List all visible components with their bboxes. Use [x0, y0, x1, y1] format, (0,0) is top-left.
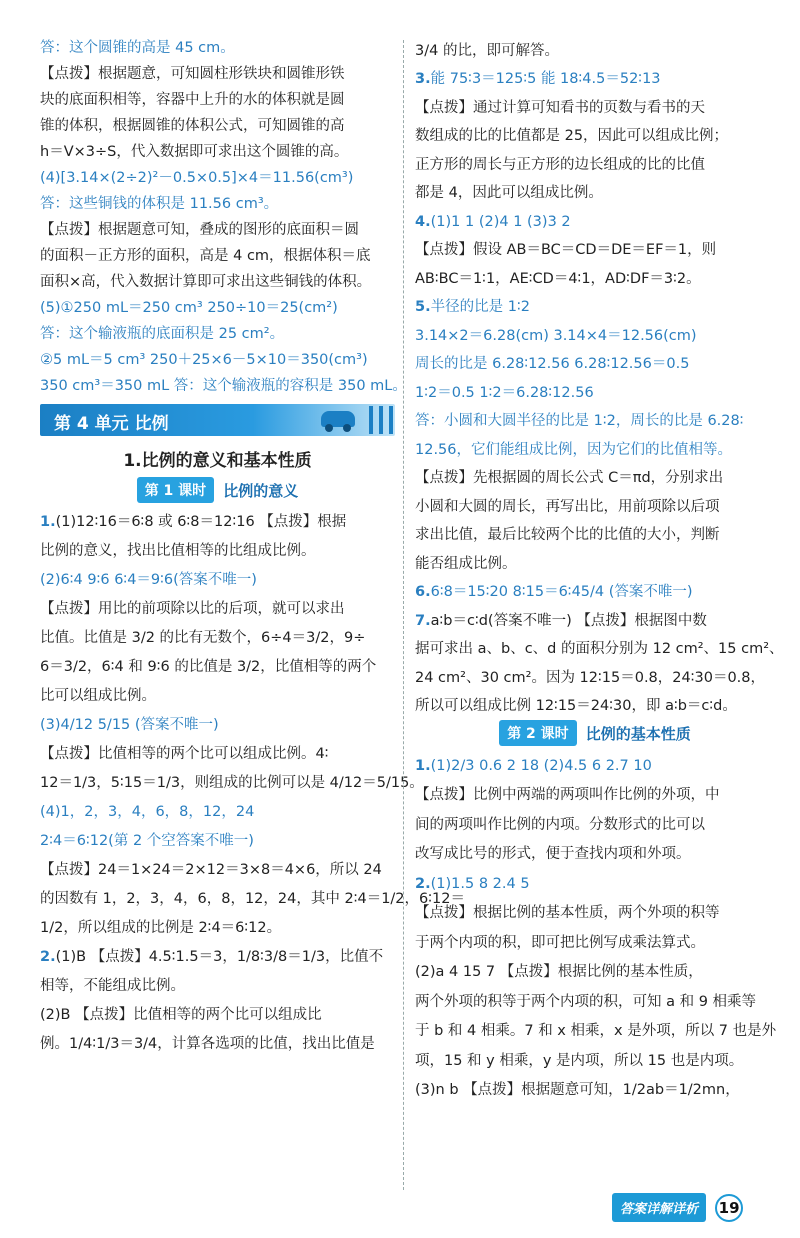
- text-line: [415, 497, 775, 517]
- line-text: (3)4/12 5/15 (答案不唯一): [40, 717, 219, 733]
- right-answers-block: [415, 756, 775, 1101]
- text-line: [40, 831, 395, 851]
- lesson-heading-1: [40, 477, 395, 503]
- question-number: 2.: [415, 875, 431, 892]
- text-line: [40, 918, 395, 938]
- column-divider: [403, 40, 404, 1190]
- line-text: ②5 mL＝5 cm³ 250＋25×6－5×10＝350(cm³): [40, 352, 368, 368]
- text-line: [40, 38, 395, 58]
- text-line: [415, 554, 775, 574]
- text-line: [415, 240, 775, 260]
- text-line: [415, 639, 784, 659]
- text-line: [40, 350, 395, 370]
- line-text: (1)2/3 0.6 2 18 (2)4.5 6 2.7 10: [430, 757, 652, 774]
- text-line: [40, 298, 395, 318]
- line-text: 1∶2＝0.5 1∶2＝6.28∶12.56: [415, 384, 594, 401]
- line-text: 答：这些铜钱的体积是 11.56 cm³。: [40, 196, 279, 212]
- lesson-badge: 第 1 课时: [137, 477, 215, 503]
- text-line: [40, 541, 395, 561]
- line-text: 数组成的比的比值都是 25，因此可以组成比例；: [415, 128, 729, 144]
- line-text: 【点拨】先根据圆的周长公式 C＝πd，分别求出: [415, 470, 724, 486]
- text-line: [415, 354, 775, 374]
- text-line: [40, 628, 395, 648]
- line-text: (2)a 4 15 7 【点拨】根据比例的基本性质，: [415, 964, 703, 980]
- line-text: 3.14×2＝6.28(cm) 3.14×4＝12.56(cm): [415, 327, 697, 344]
- text-line: [40, 168, 395, 188]
- line-text: 周长的比是 6.28∶12.56 6.28∶12.56＝0.5: [415, 356, 690, 372]
- text-line: [415, 155, 775, 175]
- line-text: 比例的意义，找出比值相等的比组成比例。: [40, 543, 316, 559]
- text-line: [40, 1005, 395, 1025]
- text-line: [415, 69, 775, 89]
- text-line: [415, 696, 775, 716]
- line-text: 相等，不能组成比例。: [40, 978, 185, 994]
- text-line: [415, 874, 775, 894]
- text-line: [40, 976, 395, 996]
- footer-label: 答案详解详析: [612, 1193, 706, 1222]
- car-icon: [321, 411, 355, 427]
- text-line: [40, 686, 395, 706]
- text-line: [415, 903, 775, 923]
- text-line: [415, 1051, 775, 1071]
- text-line: [415, 326, 775, 346]
- text-line: [415, 269, 775, 289]
- line-text: AB∶BC＝1∶1，AE∶CD＝4∶1，AD∶DF＝3∶2。: [415, 270, 701, 287]
- text-line: [415, 756, 775, 776]
- line-text: (1)1.5 8 2.4 5: [430, 875, 530, 892]
- unit-banner: [40, 404, 395, 436]
- line-text: (4)1，2，3，4，6，8，12，24: [40, 804, 255, 820]
- line-text: 【点拨】根据比例的基本性质，两个外项的积等: [415, 905, 720, 921]
- text-line: [40, 715, 395, 735]
- text-line: [40, 744, 395, 764]
- line-text: (2)B 【点拨】比值相等的两个比可以组成比: [40, 1007, 322, 1023]
- text-line: [415, 933, 775, 953]
- line-text: 【点拨】根据题意可知，叠成的图形的底面积＝圆: [40, 222, 359, 238]
- line-text: 2∶4＝6∶12(第 2 个空答案不唯一): [40, 833, 254, 849]
- text-line: [40, 657, 395, 677]
- line-text: 半径的比是 1∶2: [430, 299, 530, 315]
- text-line: [415, 525, 775, 545]
- line-text: (4)[3.14×(2÷2)²－0.5×0.5]×4＝11.56(cm³): [40, 170, 354, 186]
- question-number: 3.: [415, 71, 431, 87]
- text-line: [40, 947, 395, 967]
- left-answers-block: [40, 512, 465, 1054]
- text-line: [40, 246, 395, 266]
- text-line: [40, 570, 395, 590]
- question-number: 4.: [415, 213, 431, 230]
- line-text: (5)①250 mL＝250 cm³ 250÷10＝25(cm²): [40, 300, 338, 316]
- lesson-heading-2: [415, 720, 775, 746]
- text-line: [415, 411, 775, 431]
- line-text: 面积×高，代入数据计算即可求出这些铜钱的体积。: [40, 274, 372, 290]
- banner-stripe: [369, 406, 373, 434]
- question-number: 2.: [40, 949, 56, 965]
- line-text: 于 b 和 4 相乘。7 和 x 相乘，x 是外项，所以 7 也是外: [415, 1023, 777, 1039]
- line-text: 答：这个圆锥的高是 45 cm。: [40, 40, 235, 56]
- right-column: [415, 32, 784, 1100]
- banner-stripe: [389, 406, 393, 434]
- text-line: [40, 324, 395, 344]
- text-line: [40, 599, 395, 619]
- text-line: [415, 440, 775, 460]
- lesson-badge: 第 2 课时: [499, 720, 577, 746]
- text-line: [415, 992, 775, 1012]
- line-text: 于两个内项的积，即可把比例写成乘法算式。: [415, 934, 705, 951]
- unit-title: 第 4 单元 比例: [54, 414, 169, 434]
- text-line: [415, 98, 775, 118]
- line-text: 【点拨】通过计算可知看书的页数与看书的天: [415, 99, 705, 116]
- line-text: 1/2，所以组成的比例是 2∶4＝6∶12。: [40, 920, 282, 936]
- text-line: [40, 272, 395, 292]
- question-number: 6.: [415, 584, 431, 600]
- line-text: 能 75∶3＝125∶5 能 18∶4.5＝52∶13: [430, 71, 661, 87]
- line-text: 能否组成比例。: [415, 555, 517, 572]
- text-line: [415, 1021, 775, 1041]
- line-text: 两个外项的积等于两个内项的积，可知 a 和 9 相乘等: [415, 993, 757, 1010]
- text-line: [415, 815, 775, 835]
- line-text: 求出比值，最后比较两个比的比值的大小，判断: [415, 527, 720, 543]
- line-text: 6∶8＝15∶20 8∶15＝6∶45/4 (答案不唯一): [430, 584, 693, 600]
- line-text: 比可以组成比例。: [40, 688, 156, 704]
- text-line: [415, 611, 775, 631]
- text-line: [40, 116, 395, 136]
- text-line: [40, 64, 395, 84]
- line-text: 3/4 的比，即可解答。: [415, 42, 559, 59]
- text-line: [40, 860, 395, 880]
- text-line: [40, 220, 395, 240]
- text-line: [415, 962, 775, 982]
- lesson-name: 比例的意义: [223, 481, 299, 500]
- line-text: 改写成比号的形式，便于查找内项和外项。: [415, 846, 691, 862]
- text-line: [415, 183, 775, 203]
- lesson-name: 比例的基本性质: [585, 724, 691, 743]
- line-text: a∶b＝c∶d(答案不唯一) 【点拨】根据图中数: [430, 612, 707, 629]
- line-text: 据可求出 a、b、c、d 的面积分别为 12 cm²、15 cm²、: [415, 641, 784, 657]
- section-title: 1.比例的意义和基本性质: [123, 451, 312, 471]
- right-text-block: [415, 41, 784, 717]
- text-line: [415, 582, 775, 602]
- line-text: 12.56，它们能组成比例，因为它们的比值相等。: [415, 441, 733, 458]
- line-text: h＝V×3÷S，代入数据即可求出这个圆锥的高。: [40, 144, 349, 160]
- line-text: (1)12∶16＝6∶8 或 6∶8＝12∶16 【点拨】根据: [55, 514, 347, 530]
- line-text: 【点拨】比值相等的两个比可以组成比例。4∶: [40, 746, 329, 762]
- question-number: 5.: [415, 299, 431, 315]
- text-line: [415, 41, 775, 61]
- line-text: 小圆和大圆的周长，再写出比，用前项除以后项: [415, 498, 720, 515]
- text-line: [40, 194, 395, 214]
- text-line: [40, 1034, 395, 1054]
- text-line: [40, 90, 395, 110]
- left-column: [40, 32, 465, 1054]
- text-line: [415, 297, 775, 317]
- question-number: 7.: [415, 612, 431, 629]
- page-number: 19: [715, 1194, 743, 1222]
- text-line: [415, 844, 775, 864]
- line-text: 答：这个输液瓶的底面积是 25 cm²。: [40, 326, 285, 342]
- line-text: 所以可以组成比例 12∶15＝24∶30，即 a∶b＝c∶d。: [415, 698, 737, 714]
- text-line: [415, 785, 775, 805]
- line-text: (1)1 1 (2)4 1 (3)3 2: [430, 213, 571, 230]
- line-text: 都是 4，因此可以组成比例。: [415, 185, 603, 201]
- line-text: (3)n b 【点拨】根据题意可知，1/2ab＝1/2mn，: [415, 1082, 740, 1098]
- line-text: 12＝1/3，5∶15＝1/3，则组成的比例可以是 4/12＝5/15。: [40, 775, 424, 791]
- line-text: 比值。比值是 3/2 的比有无数个，6÷4＝3/2，9÷: [40, 630, 366, 646]
- text-line: [40, 773, 424, 793]
- line-text: 24 cm²、30 cm²。因为 12∶15＝0.8，24∶30＝0.8，: [415, 669, 766, 686]
- line-text: 【点拨】24＝1×24＝2×12＝3×8＝4×6，所以 24: [40, 862, 382, 878]
- text-line: [40, 512, 395, 532]
- line-text: 6＝3/2，6∶4 和 9∶6 的比值是 3/2，比值相等的两个: [40, 659, 377, 675]
- line-text: 项，15 和 y 相乘，y 是内项，所以 15 也是内项。: [415, 1052, 744, 1069]
- text-line: [415, 668, 775, 688]
- line-text: (2)6∶4 9∶6 6∶4＝9∶6(答案不唯一): [40, 572, 257, 588]
- text-line: [40, 802, 395, 822]
- line-text: 的因数有 1，2，3，4，6，8，12，24，其中 2∶4＝1/2，6∶12＝: [40, 891, 465, 907]
- text-line: [415, 212, 775, 232]
- text-line: [415, 468, 775, 488]
- line-text: 【点拨】假设 AB＝BC＝CD＝DE＝EF＝1，则: [415, 242, 717, 258]
- text-line: [415, 1080, 775, 1100]
- question-number: 1.: [40, 514, 56, 530]
- text-line: [40, 376, 407, 396]
- line-text: 【点拨】用比的前项除以比的后项，就可以求出: [40, 601, 345, 617]
- line-text: 的面积－正方形的面积，高是 4 cm，根据体积＝底: [40, 248, 371, 264]
- line-text: 正方形的周长与正方形的边长组成的比的比值: [415, 156, 705, 173]
- line-text: 答：小圆和大圆半径的比是 1∶2，周长的比是 6.28∶: [415, 413, 744, 429]
- line-text: 【点拨】比例中两端的两项叫作比例的外项，中: [415, 787, 720, 803]
- line-text: 间的两项叫作比例的内项。分数形式的比可以: [415, 816, 705, 833]
- text-line: [415, 383, 775, 403]
- left-text-block: [40, 38, 407, 396]
- banner-stripe: [379, 406, 383, 434]
- line-text: (1)B 【点拨】4.5∶1.5＝3，1/8∶3/8＝1/3，比值不: [55, 949, 384, 965]
- line-text: 【点拨】根据题意，可知圆柱形铁块和圆锥形铁: [40, 66, 345, 82]
- line-text: 锥的体积，根据圆锥的体积公式，可知圆锥的高: [40, 118, 345, 134]
- line-text: 例。1/4∶1/3＝3/4，计算各选项的比值，找出比值是: [40, 1036, 375, 1052]
- question-number: 1.: [415, 757, 431, 774]
- text-line: [40, 889, 465, 909]
- line-text: 块的底面积相等，容器中上升的水的体积就是圆: [40, 92, 345, 108]
- text-line: [40, 142, 395, 162]
- page-footer: [612, 1193, 743, 1227]
- line-text: 350 cm³＝350 mL 答：这个输液瓶的容积是 350 mL。: [40, 378, 407, 394]
- text-line: [415, 126, 775, 146]
